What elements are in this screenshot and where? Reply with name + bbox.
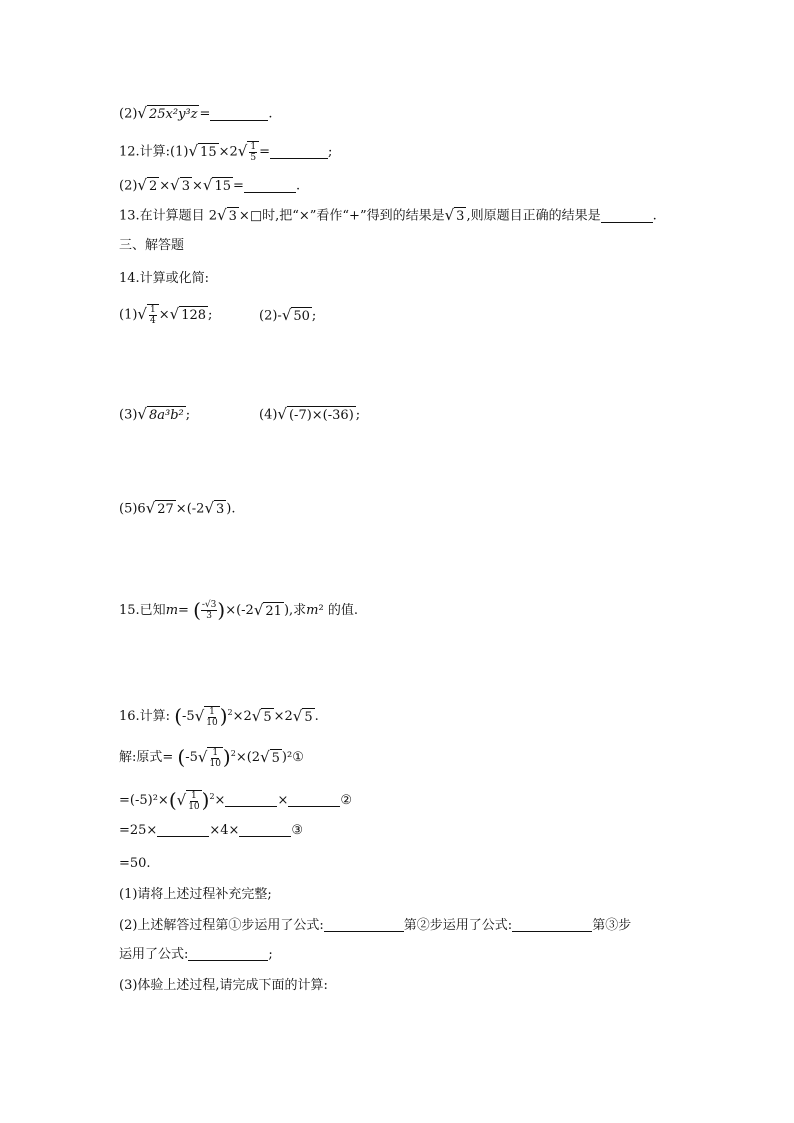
radical: √ $\frac{1}{10}$	[176, 790, 200, 812]
q12-part2-label: (2)	[119, 178, 138, 194]
q16-sub3	[119, 977, 328, 995]
operator: ×2	[218, 144, 238, 160]
fraction	[249, 142, 257, 163]
left-paren: (	[193, 598, 201, 622]
q11-radicand: 25x²y³z	[148, 107, 198, 122]
sub1-text: (1)请将上述过程补充完整;	[119, 887, 272, 902]
numerator: 1	[250, 142, 257, 152]
radicand: 3	[181, 179, 191, 194]
right-paren: )	[201, 788, 210, 812]
section-title	[119, 237, 184, 255]
q15-head: 15.已知	[119, 603, 166, 618]
left-paren: (	[174, 704, 183, 728]
numerator: 1	[191, 790, 197, 801]
radical: √ 128	[169, 305, 207, 323]
numerator: 1	[209, 706, 215, 717]
answer-blank[interactable]	[601, 208, 653, 223]
period: ).	[226, 501, 236, 517]
times: ×	[158, 307, 170, 323]
denominator: 5	[250, 153, 257, 163]
answer-blank[interactable]	[239, 822, 291, 837]
period: .	[314, 709, 319, 724]
radical: √ 8a³b²	[137, 405, 184, 423]
section-title-text: 三、解答题	[119, 238, 185, 253]
operator: ×(-2	[175, 501, 205, 517]
radicand: 5	[304, 709, 313, 725]
answer-blank[interactable]	[324, 917, 404, 932]
radical: √ (-7)×(-36)	[277, 405, 354, 423]
answer-blank[interactable]	[288, 792, 340, 807]
semicolon: ;	[327, 144, 333, 160]
q14-p2-label: (2)-	[259, 308, 282, 324]
q14-p1-label: (1)	[119, 307, 138, 323]
q14-head	[119, 270, 209, 288]
q14-part1	[119, 304, 212, 326]
answer-blank[interactable]	[512, 917, 592, 932]
radical: √ 50	[281, 306, 310, 324]
times: ×	[159, 178, 171, 194]
radicand: 128	[181, 308, 207, 323]
fraction	[209, 748, 220, 769]
radicand: 8a³b²	[148, 408, 184, 423]
q16-step3	[119, 822, 303, 840]
q14-part3	[119, 405, 190, 425]
answer-blank[interactable]	[157, 822, 209, 837]
step2-text: =(-5)²×	[119, 793, 169, 808]
right-paren: )	[217, 598, 226, 622]
q14-head-text: 14.计算或化简:	[119, 271, 210, 286]
semicolon: ;	[185, 407, 191, 423]
q16-sub1	[119, 886, 272, 904]
period: .	[268, 106, 273, 122]
fraction	[201, 600, 218, 621]
denominator: 10	[188, 801, 200, 812]
radical: √ $\frac{1}{10}$	[194, 706, 218, 728]
answer-blank[interactable]	[210, 106, 268, 121]
radicand: 5	[263, 709, 272, 725]
coefficient: -5	[182, 709, 195, 724]
semicolon: ;	[355, 407, 361, 423]
variable-m: m	[306, 603, 319, 618]
q14-p4-label: (4)	[259, 407, 278, 423]
radical: √ 27	[145, 499, 174, 517]
q14-part5	[119, 499, 236, 519]
left-paren: (	[168, 788, 177, 812]
q14-part4	[259, 405, 360, 425]
radical: √ 5	[251, 706, 272, 725]
radical: √ $\frac{1}{4}$	[137, 304, 158, 326]
radicand: 27	[157, 502, 174, 517]
q13-text-b: ×□时,把“×”看作“+”得到的结果是	[238, 208, 445, 224]
q11-label: (2)	[119, 106, 138, 122]
radicand: 3	[456, 209, 465, 224]
radicand: 15	[214, 179, 232, 194]
operator: ×2	[232, 709, 252, 724]
radicand: 5	[271, 750, 280, 766]
q15-tail-a: ),求	[283, 603, 307, 618]
q13-text-a: 13.在计算题目 2	[119, 208, 218, 224]
sub3-text: (3)体验上述过程,请完成下面的计算:	[119, 978, 328, 993]
solution-label: 解:原式=	[119, 750, 174, 765]
q16-step2	[119, 788, 352, 812]
radicand: 3	[216, 502, 225, 517]
exponent: 2	[209, 792, 215, 801]
times: ×	[192, 178, 203, 194]
right-paren: )	[222, 745, 231, 769]
coefficient: -5	[185, 750, 198, 765]
radical: √ 15	[202, 176, 232, 194]
right-paren: )	[219, 704, 228, 728]
radical: √ 15	[188, 142, 217, 160]
q13-text-c: ,则原题目正确的结果是	[466, 208, 601, 224]
sub2-text-c: 第③步	[592, 918, 632, 933]
radical: √ 3	[444, 206, 465, 224]
step3-text: =25×	[119, 823, 158, 838]
radicand: (-7)×(-36)	[288, 408, 354, 423]
q12-head: 12.计算:(1)	[119, 144, 189, 160]
q11-part2	[119, 104, 273, 124]
q16-sub2	[119, 917, 631, 935]
exponent: 2	[227, 708, 233, 717]
numerator: 1	[212, 747, 219, 758]
radical: √ 21	[253, 600, 282, 619]
q14-part2	[259, 306, 316, 326]
answer-blank[interactable]	[270, 144, 328, 159]
radical: √ 3	[217, 206, 237, 224]
variable-m: m	[165, 603, 179, 618]
radical: √ 25x²y³z	[137, 104, 198, 122]
numerator: 1	[149, 305, 156, 315]
semicolon: ;	[208, 307, 213, 323]
answer-blank[interactable]	[244, 178, 296, 193]
q12-part2	[119, 176, 300, 196]
radicand: 50	[293, 309, 310, 324]
denominator: 3	[206, 611, 212, 621]
sub2-text-d: 运用了公式:	[119, 947, 189, 962]
step-marker: ②	[340, 793, 353, 808]
q16-head: 16.计算:	[119, 709, 171, 724]
q14-p5-label: (5)6	[119, 501, 146, 517]
operator: ×2	[273, 709, 293, 724]
step3-mid: ×4×	[209, 823, 240, 838]
q15	[119, 600, 358, 621]
step-marker: ③	[291, 823, 304, 838]
q12-part1	[119, 141, 332, 163]
equals: =	[233, 178, 244, 194]
equals: =	[178, 603, 189, 618]
times: ×	[277, 793, 289, 808]
radical: √ 5	[292, 706, 313, 725]
q15-tail-b: ² 的值.	[318, 603, 358, 618]
fraction	[206, 707, 217, 728]
exponent: 2	[230, 749, 236, 758]
radicand: 2	[148, 179, 158, 194]
times: ×	[214, 793, 226, 808]
step4-text: =50.	[119, 856, 151, 871]
q16-sub2-cont	[119, 946, 273, 964]
operator: ×(2	[235, 750, 261, 765]
radical: √ $\frac{1}{10}$	[197, 747, 221, 769]
denominator: 10	[206, 717, 218, 728]
radical: √ 5	[260, 747, 280, 766]
radical: √ $\frac{1}{5}$	[238, 141, 259, 163]
semicolon: ;	[311, 308, 317, 324]
period: .	[652, 208, 657, 224]
equals: =	[259, 144, 270, 160]
radical: √ 3	[204, 499, 225, 517]
answer-blank[interactable]	[225, 792, 277, 807]
numerator: -√3	[201, 600, 217, 610]
denominator: 4	[149, 316, 156, 326]
sub2-text-a: (2)上述解答过程第①步运用了公式:	[119, 918, 324, 933]
radical: √ 3	[170, 176, 191, 194]
sub2-text-b: 第②步运用了公式:	[403, 918, 513, 933]
q16-step4	[119, 855, 151, 873]
radicand: 3	[228, 209, 237, 224]
step-one-tail: )²①	[281, 750, 304, 765]
radicand: 21	[265, 603, 282, 619]
q13	[119, 206, 657, 226]
q14-p3-label: (3)	[119, 407, 138, 423]
fraction	[149, 305, 157, 326]
fraction	[188, 791, 199, 812]
answer-blank[interactable]	[188, 946, 268, 961]
left-paren: (	[177, 745, 186, 769]
semicolon: ;	[268, 947, 273, 962]
radicand: 15	[200, 145, 217, 160]
q16	[119, 704, 319, 728]
operator: ×(-2	[225, 603, 254, 618]
radical: √ 2	[137, 176, 158, 194]
q16-solution	[119, 745, 304, 769]
period: .	[295, 178, 301, 194]
denominator: 10	[209, 758, 221, 769]
equals: =	[199, 106, 211, 122]
